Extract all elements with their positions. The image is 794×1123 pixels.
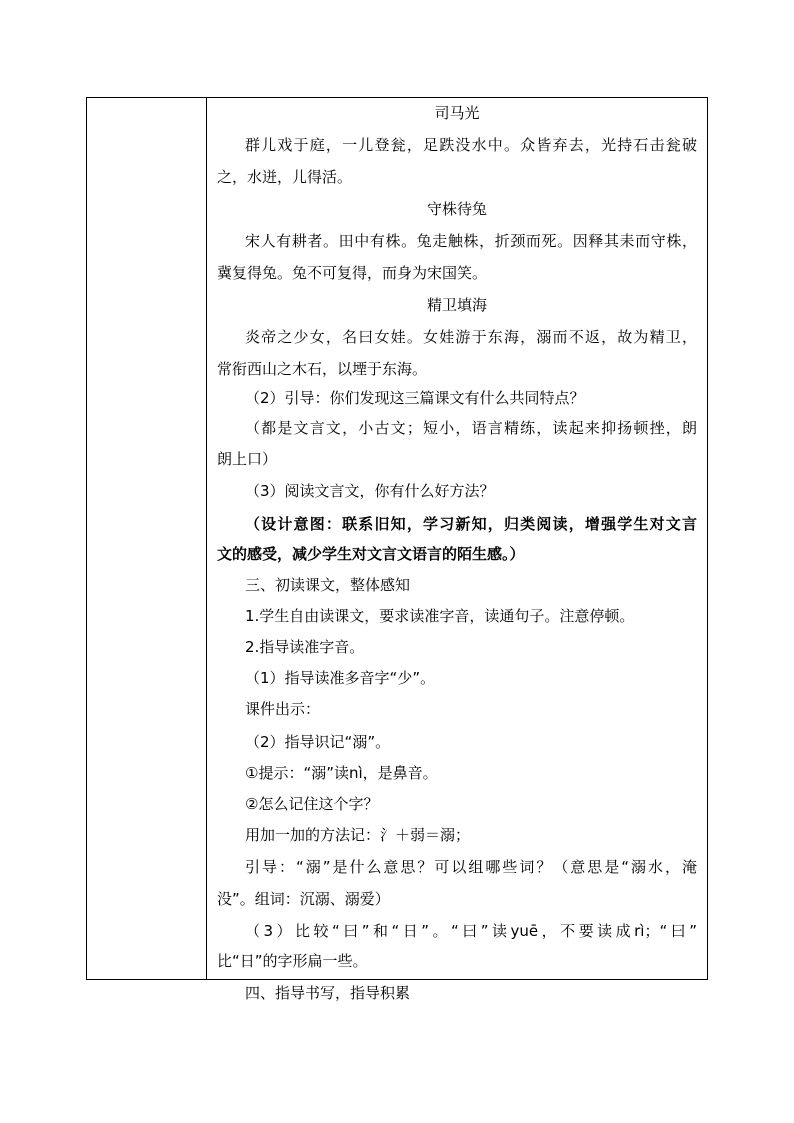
text-line: 宋人有耕者。田中有株。兔走触株，折颈而死。因释其耒而守株，: [245, 232, 697, 250]
text-line: 群儿戏于庭，一儿登瓮，足跌没水中。众皆弃去，光持石击瓮破: [245, 136, 697, 154]
section-heading: 三、初读课文，整体感知: [245, 576, 411, 594]
table-content-cell: [207, 98, 707, 1002]
title-jing-wei-tian-hai: 精卫填海: [426, 296, 487, 314]
text-line: 朗上口）: [217, 450, 278, 468]
lesson-table: [86, 97, 708, 1002]
text-line: （1）指导读准多音字“少”。: [245, 669, 436, 687]
text-line: （2）指导识记“溺”。: [245, 733, 391, 751]
title-sima-guang: 司马光: [434, 104, 480, 122]
section-heading: 四、指导书写，指导积累: [245, 984, 411, 1002]
text-line: 之，水迸，儿得活。: [217, 168, 353, 186]
text-line: 课件出示：: [245, 700, 321, 718]
design-intent-line: （设计意图：联系旧知，学习新知，归类阅读，增强学生对文言: [245, 515, 697, 533]
text-line: 炎帝之少女，名曰女娃。女娃游于东海，溺而不返，故为精卫，: [245, 328, 697, 346]
text-line: ②怎么记住这个字？: [245, 795, 379, 813]
text-line: 引导：“溺”是什么意思？可以组哪些词？（意思是“溺水，淹: [245, 858, 697, 876]
text-line: 冀复得兔。兔不可复得，而身为宋国笑。: [217, 264, 488, 282]
design-intent-line: 文的感受，减少学生对文言文语言的陌生感。）: [217, 545, 525, 563]
text-line: （2）引导：你们发现这三篇课文有什么共同特点？: [245, 389, 585, 407]
text-line: 没”。组词：沉溺、溺爱）: [217, 890, 390, 908]
text-line: 1.学生自由读课文，要求读准字音，读通句子。注意停顿。: [245, 607, 635, 625]
text-line: 常衔西山之木石，以堙于东海。: [217, 360, 428, 378]
text-line: （3）阅读文言文，你有什么好方法？: [245, 482, 495, 500]
table-left-cell: [87, 98, 207, 979]
text-line: 比“日”的字形扁一些。: [217, 952, 368, 970]
text-line: 2.指导读准字音。: [245, 638, 365, 656]
text-line: 用加一加的方法记：氵＋弱＝溺；: [245, 826, 471, 844]
title-shou-zhu-dai-tu: 守株待兔: [426, 200, 487, 218]
text-line: （3）比较“曰”和“日”。“曰”读yuē，不要读成rì；“曰”: [245, 922, 697, 940]
text-line: ①提示：“溺”读nì，是鼻音。: [245, 764, 438, 782]
text-line: （都是文言文，小古文；短小，语言精练，读起来抑扬顿挫，朗: [245, 419, 697, 437]
